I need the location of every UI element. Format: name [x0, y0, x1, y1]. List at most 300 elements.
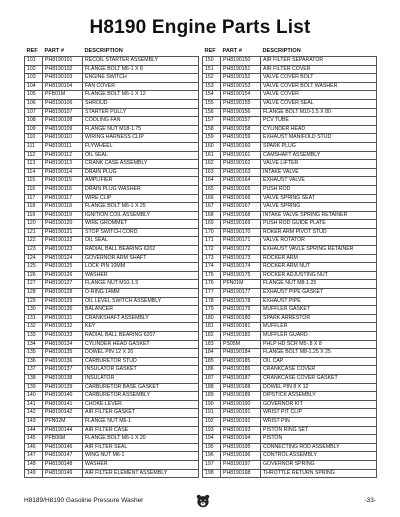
cell-part-number: PH8190108	[43, 117, 83, 126]
header-part: PART #	[44, 47, 64, 54]
cell-description: CARBURETOR STUD	[83, 357, 199, 366]
cell-ref: 128	[25, 289, 43, 298]
table-row	[203, 228, 377, 237]
cell-part-number: PH8190142	[43, 409, 83, 418]
table-row	[203, 469, 377, 478]
cell-description: WRIST PIT CLIP	[261, 409, 377, 418]
cell-part-number: PH8190154	[221, 91, 261, 100]
cell-part-number: PH8190140	[43, 392, 83, 401]
table-row	[25, 297, 199, 306]
cell-description: WASHER	[83, 271, 199, 280]
cell-part-number: PH8190134	[43, 340, 83, 349]
cell-ref: 114	[25, 168, 43, 177]
cell-description: CARBURETOR ASSEMBLY	[83, 392, 199, 401]
table-row	[25, 134, 199, 143]
cell-description: RADIAL BALL BEARING 6202	[83, 246, 199, 255]
table-row	[25, 228, 199, 237]
cell-description: AIR FILTER SEAL	[83, 443, 199, 452]
cell-description: AIR FILTER COVER	[261, 65, 377, 74]
table-row	[25, 323, 199, 332]
cell-part-number: PH8190125	[43, 263, 83, 272]
cell-part-number: PH8190191	[221, 409, 261, 418]
cell-part-number: PH8190138	[43, 374, 83, 383]
cell-ref: 135	[25, 349, 43, 358]
cell-part-number: PH8190156	[221, 108, 261, 117]
cell-part-number: PH8190158	[221, 125, 261, 134]
cell-part-number: PH8190122	[43, 237, 83, 246]
cell-part-number: PH8190124	[43, 254, 83, 263]
cell-ref: 136	[25, 357, 43, 366]
page-number: -33-	[364, 497, 376, 504]
table-row	[203, 332, 377, 341]
cell-part-number: PH8190160	[221, 142, 261, 151]
cell-part-number: PS05M	[221, 340, 261, 349]
table-row	[25, 263, 199, 272]
table-row	[203, 125, 377, 134]
cell-part-number: PH8190141	[43, 400, 83, 409]
cell-description: GOVERNOR ARM SHAFT	[83, 254, 199, 263]
cell-part-number: PH8190175	[221, 271, 261, 280]
cell-ref: 171	[203, 237, 221, 246]
cell-description: BALANCER	[83, 306, 199, 315]
cell-ref: 113	[25, 160, 43, 169]
cell-ref: 155	[203, 99, 221, 108]
cell-part-number: PH8190137	[43, 366, 83, 375]
cell-description: FLANGE BOLT M6-1 X 25	[83, 203, 199, 212]
table-row	[203, 400, 377, 409]
table-row	[25, 383, 199, 392]
cell-description: INTAKE VALVE SPRING RETAINER	[261, 211, 377, 220]
table-row	[25, 417, 199, 426]
cell-description: RECOIL STARTER ASSEMBLY	[83, 57, 199, 66]
cell-ref: 127	[25, 280, 43, 289]
cell-ref: 158	[203, 125, 221, 134]
cell-description: THROTTLE RETURN SPRING	[261, 469, 377, 478]
cell-ref: 131	[25, 314, 43, 323]
parts-table-right	[202, 47, 377, 478]
table-row	[203, 417, 377, 426]
table-row	[25, 460, 199, 469]
cell-description: CYLINDER HEAD	[261, 125, 377, 134]
cell-ref: 126	[25, 271, 43, 280]
cell-ref: 169	[203, 220, 221, 229]
cell-ref: 138	[25, 374, 43, 383]
cell-ref: 182	[203, 332, 221, 341]
cell-ref: 157	[203, 117, 221, 126]
cell-ref: 142	[25, 409, 43, 418]
cell-ref: 183	[203, 340, 221, 349]
cell-ref: 176	[203, 280, 221, 289]
cell-part-number: PH8190162	[221, 160, 261, 169]
cell-part-number: PH8190106	[43, 99, 83, 108]
cell-part-number: PH8190112	[43, 151, 83, 160]
table-row	[25, 426, 199, 435]
table-row	[203, 254, 377, 263]
table-row	[25, 220, 199, 229]
header-description: DESCRIPTION	[262, 47, 301, 54]
cell-description: PCV TUBE	[261, 117, 377, 126]
header-part: PART #	[222, 47, 242, 54]
table-row	[25, 74, 199, 83]
cell-part-number: PH8190128	[43, 289, 83, 298]
cell-ref: 156	[203, 108, 221, 117]
page-title: H8190 Engine Parts List	[89, 17, 311, 38]
table-row	[203, 452, 377, 461]
cell-ref: 177	[203, 289, 221, 298]
cell-description: PISTON RING SET	[261, 426, 377, 435]
cell-part-number: PH8190169	[221, 220, 261, 229]
page-footer	[24, 494, 376, 508]
cell-description: ENGINE SWITCH	[83, 74, 199, 83]
table-row	[25, 435, 199, 444]
table-row	[203, 297, 377, 306]
cell-ref: 124	[25, 254, 43, 263]
cell-part-number: PH8190165	[221, 185, 261, 194]
table-row	[203, 194, 377, 203]
cell-ref: 103	[25, 74, 43, 83]
cell-part-number: PH8190130	[43, 306, 83, 315]
table-row	[25, 332, 199, 341]
table-row	[203, 374, 377, 383]
table-row	[25, 168, 199, 177]
cell-description: FAN COVER	[83, 82, 199, 91]
cell-description: PUSH ROD	[261, 185, 377, 194]
table-row	[25, 357, 199, 366]
cell-ref: 160	[203, 142, 221, 151]
cell-part-number: PH8190196	[221, 452, 261, 461]
cell-ref: 132	[25, 323, 43, 332]
cell-description: DRAIN PLUG WASHER	[83, 185, 199, 194]
cell-description: FLANGE BOLT M6-1 X 8	[83, 65, 199, 74]
cell-part-number: PH8190115	[43, 177, 83, 186]
cell-part-number: PH8190139	[43, 383, 83, 392]
cell-ref: 119	[25, 211, 43, 220]
cell-ref: 117	[25, 194, 43, 203]
cell-ref: 116	[25, 185, 43, 194]
cell-description: CONNECTING ROD ASSEMBLY	[261, 443, 377, 452]
table-row	[25, 452, 199, 461]
table-row	[203, 185, 377, 194]
cell-part-number: PH8190155	[221, 99, 261, 108]
table-row	[25, 271, 199, 280]
cell-description: WASHER	[83, 460, 199, 469]
cell-ref: 193	[203, 426, 221, 435]
cell-description: ROCKER ADJUSTING NUT	[261, 271, 377, 280]
cell-ref: 170	[203, 228, 221, 237]
cell-ref: 192	[203, 417, 221, 426]
cell-ref: 134	[25, 340, 43, 349]
cell-part-number: PH8190194	[221, 435, 261, 444]
cell-part-number: PH8190193	[221, 426, 261, 435]
cell-description: WIRING HARNESS CLIP	[83, 134, 199, 143]
cell-description: AIR FILTER ELEMENT ASSEMBLY	[83, 469, 199, 478]
table-row	[25, 409, 199, 418]
cell-ref: 122	[25, 237, 43, 246]
cell-ref: 187	[203, 374, 221, 383]
cell-part-number: PH8190178	[221, 297, 261, 306]
table-row	[203, 177, 377, 186]
cell-description: DIPSTICK ASSEMBLY	[261, 392, 377, 401]
cell-ref: 140	[25, 392, 43, 401]
cell-description: SPARK PLUG	[261, 142, 377, 151]
cell-part-number: PH8190161	[221, 151, 261, 160]
cell-ref: 175	[203, 271, 221, 280]
cell-description: ROCKER ARM NUT	[261, 263, 377, 272]
cell-part-number: PH8190151	[221, 65, 261, 74]
cell-description: AIR FILTER GASKET	[83, 409, 199, 418]
table-row	[25, 289, 199, 298]
table-row	[25, 280, 199, 289]
table-row	[203, 82, 377, 91]
cell-part-number: PFN02M	[43, 417, 83, 426]
cell-description: MUFFLER GASKET	[261, 306, 377, 315]
cell-part-number: PH8190131	[43, 314, 83, 323]
cell-description: VALVE SPRING	[261, 203, 377, 212]
cell-part-number: PH8190120	[43, 220, 83, 229]
cell-description: EXHAUST MANIFOLD STUD	[261, 134, 377, 143]
cell-part-number: PH8190149	[43, 469, 83, 478]
cell-ref: 106	[25, 99, 43, 108]
cell-ref: 115	[25, 177, 43, 186]
cell-part-number: PH8190159	[221, 134, 261, 143]
cell-ref: 151	[203, 65, 221, 74]
cell-part-number: PH8190180	[221, 314, 261, 323]
cell-part-number: PH8190146	[43, 443, 83, 452]
cell-ref: 147	[25, 452, 43, 461]
table-row	[203, 280, 377, 289]
table-row	[203, 409, 377, 418]
cell-part-number: PH8190188	[221, 383, 261, 392]
cell-ref: 191	[203, 409, 221, 418]
table-row	[25, 194, 199, 203]
cell-description: DOWEL PIN 12 X 20	[83, 349, 199, 358]
cell-description: AMPLIFIER	[83, 177, 199, 186]
cell-part-number: PH8190110	[43, 134, 83, 143]
cell-part-number: PH8190198	[221, 469, 261, 478]
cell-description: FLANGE NUT M6-1	[83, 417, 199, 426]
cell-ref: 129	[25, 297, 43, 306]
cell-part-number: PH8190172	[221, 246, 261, 255]
cell-description: OIL LEVEL SWITCH ASSEMBLY	[83, 297, 199, 306]
cell-description: OIL SEAL	[83, 151, 199, 160]
header-ref: REF	[204, 47, 216, 54]
cell-part-number: PH8190121	[43, 228, 83, 237]
cell-description: FLANGE BOLT M6-1 X 20	[83, 435, 199, 444]
cell-part-number: PH8190119	[43, 211, 83, 220]
cell-ref: 146	[25, 443, 43, 452]
cell-part-number: PH8190118	[43, 203, 83, 212]
cell-part-number: PH8190135	[43, 349, 83, 358]
cell-description: FLANGE BOLT M6-1 X 12	[83, 91, 199, 100]
table-row	[203, 108, 377, 117]
table-row	[203, 99, 377, 108]
cell-ref: 123	[25, 246, 43, 255]
cell-part-number: PH8190163	[221, 168, 261, 177]
grizzly-bear-logo-icon	[196, 494, 210, 508]
cell-part-number: PH8190114	[43, 168, 83, 177]
cell-part-number: PH8190116	[43, 185, 83, 194]
table-row	[25, 142, 199, 151]
cell-ref: 190	[203, 400, 221, 409]
cell-ref: 107	[25, 108, 43, 117]
cell-ref: 152	[203, 74, 221, 83]
cell-ref: 102	[25, 65, 43, 74]
cell-description: STOP SWITCH CORD	[83, 228, 199, 237]
table-row	[203, 211, 377, 220]
table-row	[25, 117, 199, 126]
cell-ref: 184	[203, 349, 221, 358]
cell-ref: 137	[25, 366, 43, 375]
cell-description: RADIAL BALL BEARING 6207	[83, 332, 199, 341]
cell-part-number: PH8190166	[221, 194, 261, 203]
cell-description: AIR FILTER CASE	[83, 426, 199, 435]
table-row	[25, 400, 199, 409]
cell-description: WRIST PIN	[261, 417, 377, 426]
cell-description: VALVE COVER BOLT WASHER	[261, 82, 377, 91]
cell-description: WIRE CLIP	[83, 194, 199, 203]
table-row	[25, 306, 199, 315]
cell-part-number: PH8190113	[43, 160, 83, 169]
cell-ref: 118	[25, 203, 43, 212]
cell-part-number: PH8190117	[43, 194, 83, 203]
table-row	[203, 220, 377, 229]
cell-ref: 105	[25, 91, 43, 100]
table-row	[25, 82, 199, 91]
table-row	[203, 349, 377, 358]
cell-part-number: PH8190150	[221, 57, 261, 66]
table-row	[203, 142, 377, 151]
cell-part-number: PH8190126	[43, 271, 83, 280]
cell-ref: 149	[25, 469, 43, 478]
cell-ref: 180	[203, 314, 221, 323]
cell-part-number: PH8190189	[221, 392, 261, 401]
cell-ref: 109	[25, 125, 43, 134]
cell-description: CHOKE LEVER	[83, 400, 199, 409]
cell-ref: 148	[25, 460, 43, 469]
table-row	[203, 435, 377, 444]
cell-description: MUFFLER GUARD	[261, 332, 377, 341]
cell-description: VALVE COVER SEAL	[261, 99, 377, 108]
cell-ref: 161	[203, 151, 221, 160]
cell-description: STARTER PULLY	[83, 108, 199, 117]
cell-part-number: PH8190111	[43, 142, 83, 151]
table-row	[203, 306, 377, 315]
table-row	[203, 134, 377, 143]
table-row	[203, 168, 377, 177]
cell-description: MUFFLER	[261, 323, 377, 332]
cell-part-number: PH8190103	[43, 74, 83, 83]
table-row	[203, 383, 377, 392]
cell-description: SPARK ARRESTOR	[261, 314, 377, 323]
cell-part-number: PFB06M	[43, 435, 83, 444]
cell-part-number: PH8190133	[43, 332, 83, 341]
cell-ref: 108	[25, 117, 43, 126]
cell-ref: 167	[203, 203, 221, 212]
table-row	[25, 177, 199, 186]
cell-description: WIRE GROMMET	[83, 220, 199, 229]
cell-ref: 120	[25, 220, 43, 229]
parts-table-left	[24, 47, 199, 478]
table-row	[203, 392, 377, 401]
cell-ref: 181	[203, 323, 221, 332]
cell-description: CAMSHAFT ASSEMBLY	[261, 151, 377, 160]
cell-part-number: PH8190102	[43, 65, 83, 74]
cell-ref: 173	[203, 254, 221, 263]
header-description: DESCRIPTION	[84, 47, 123, 54]
cell-description: CRANKCASE COVER	[261, 366, 377, 375]
cell-part-number: PH8190173	[221, 254, 261, 263]
cell-ref: 196	[203, 452, 221, 461]
cell-description: FLANGE NUT M8-1.25	[261, 280, 377, 289]
cell-part-number: PH8190170	[221, 228, 261, 237]
cell-part-number: PH8190174	[221, 263, 261, 272]
cell-description: ROCKER ARM	[261, 254, 377, 263]
table-row	[203, 357, 377, 366]
cell-description: EXHAUST PIPE	[261, 297, 377, 306]
cell-description: VALVE SPRING SEAT	[261, 194, 377, 203]
cell-part-number: PH8190192	[221, 417, 261, 426]
table-row	[25, 91, 199, 100]
cell-description: DRAIN PLUG	[83, 168, 199, 177]
cell-ref: 112	[25, 151, 43, 160]
cell-part-number: PH8190132	[43, 323, 83, 332]
cell-ref: 130	[25, 306, 43, 315]
cell-part-number: PH8190144	[43, 426, 83, 435]
cell-part-number: PH8190101	[43, 57, 83, 66]
cell-description: GOVERNOR SPRING	[261, 460, 377, 469]
table-row	[203, 314, 377, 323]
table-row	[25, 443, 199, 452]
cell-ref: 162	[203, 160, 221, 169]
cell-description: VALVE COVER	[261, 91, 377, 100]
cell-part-number: PH8190186	[221, 366, 261, 375]
table-row	[25, 374, 199, 383]
cell-description: COOLING FAN	[83, 117, 199, 126]
cell-description: EXHAUST VAVLE SPRING RETAINER	[261, 246, 377, 255]
cell-description: VALVE LIFTER	[261, 160, 377, 169]
cell-description: O-RING 14MM	[83, 289, 199, 298]
table-row	[25, 366, 199, 375]
cell-ref: 145	[25, 435, 43, 444]
cell-description: INTAKE VALVE	[261, 168, 377, 177]
cell-ref: 104	[25, 82, 43, 91]
cell-part-number: PH8190179	[221, 306, 261, 315]
cell-description: INSULATOR	[83, 374, 199, 383]
cell-ref: 163	[203, 168, 221, 177]
cell-ref: 159	[203, 134, 221, 143]
cell-ref: 185	[203, 357, 221, 366]
cell-part-number: PH8190197	[221, 460, 261, 469]
table-row	[203, 271, 377, 280]
cell-part-number: PH8190148	[43, 460, 83, 469]
cell-description: FLYWHEEL	[83, 142, 199, 151]
cell-part-number: PH8190187	[221, 374, 261, 383]
cell-part-number: PH8190182	[221, 332, 261, 341]
cell-part-number: PFN01M	[221, 280, 261, 289]
table-row	[25, 237, 199, 246]
cell-description: VALVE COVER BOLT	[261, 74, 377, 83]
header-ref: REF	[26, 47, 38, 54]
table-row	[25, 108, 199, 117]
cell-description: ROKER ARM PIVOT STUD	[261, 228, 377, 237]
cell-ref: 198	[203, 469, 221, 478]
cell-ref: 189	[203, 392, 221, 401]
table-row	[203, 151, 377, 160]
table-row	[25, 125, 199, 134]
cell-ref: 195	[203, 443, 221, 452]
cell-part-number: PFB01M	[43, 91, 83, 100]
cell-description: EXHAUST VALVE	[261, 177, 377, 186]
